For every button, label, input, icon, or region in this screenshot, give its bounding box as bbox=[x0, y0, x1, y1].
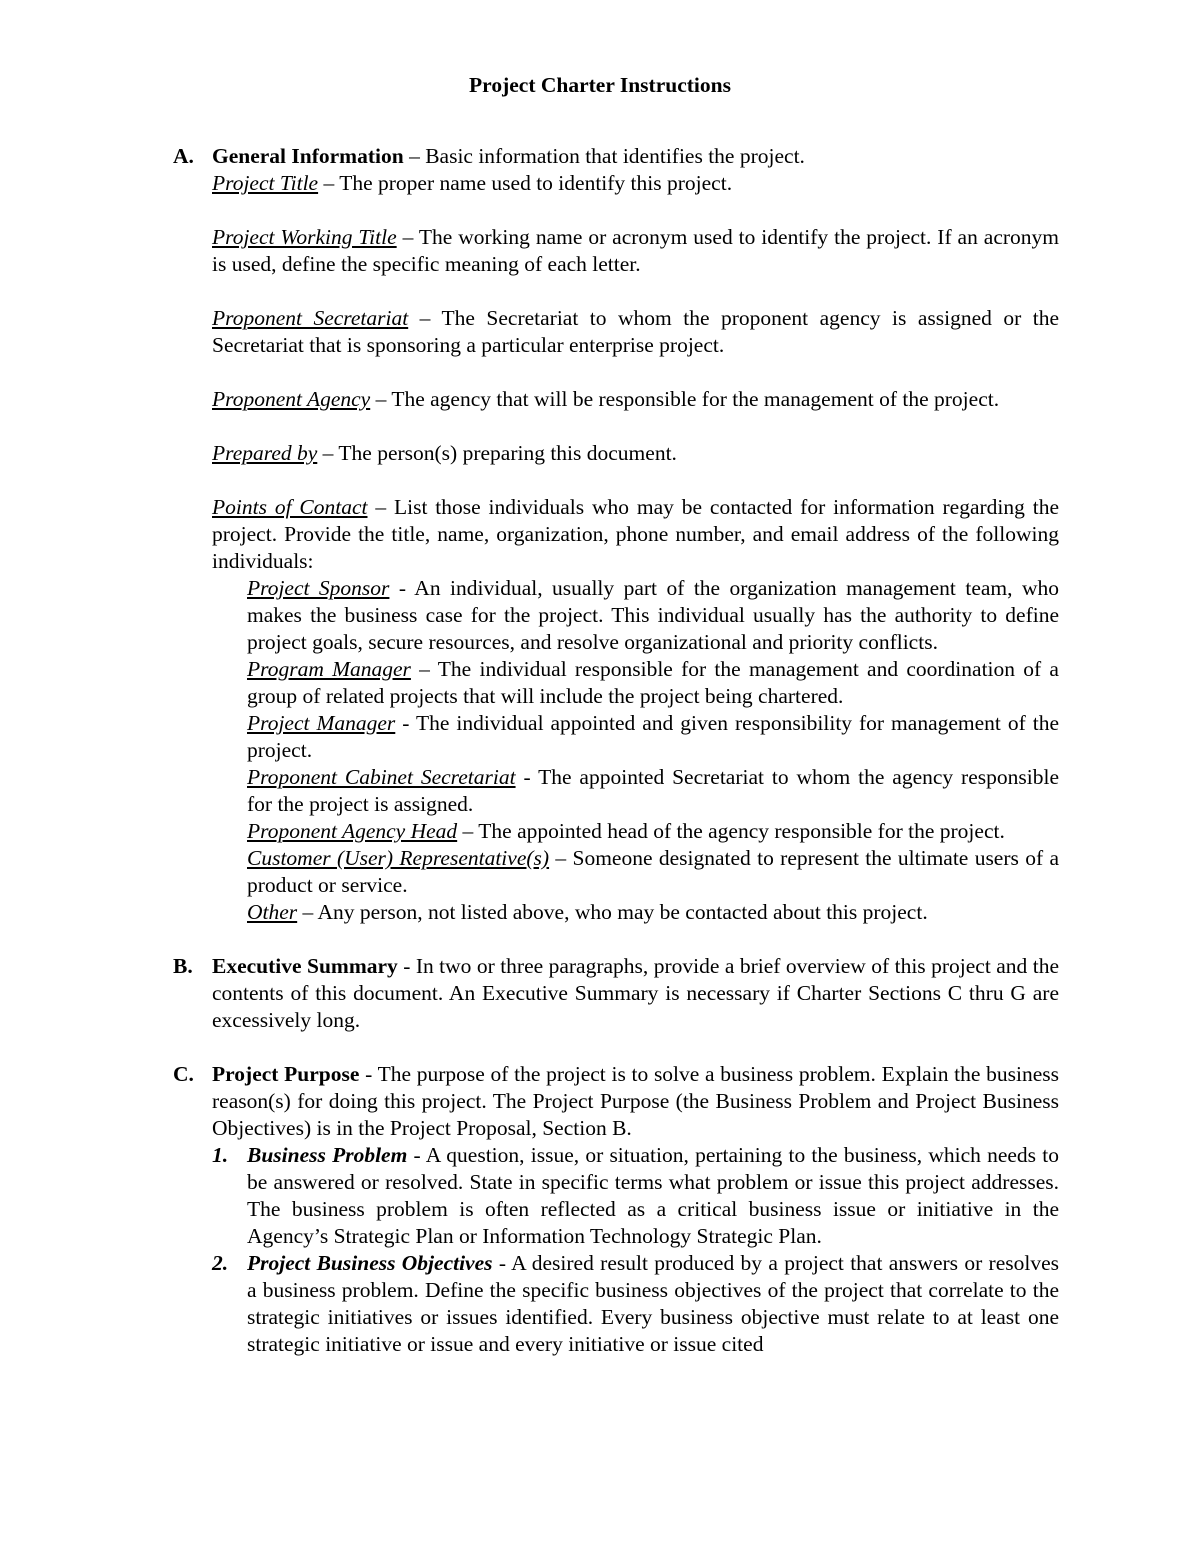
section-text: - The purpose of the project is to solve a business problem. Explain the business reason(s) for doing this project. The Project Purpose (the Business Problem and Project Business Objectives) is in the Project Proposal, Section B. bbox=[212, 1062, 1059, 1140]
section-paragraph bbox=[212, 953, 1059, 1034]
field-text: – The person(s) preparing this document. bbox=[317, 441, 677, 465]
contact-text: – Someone designated to represent the ultimate users of a product or service. bbox=[247, 846, 1059, 897]
list-item-project-business-objectives bbox=[212, 1250, 1059, 1358]
section-heading: Executive Summary bbox=[212, 954, 398, 978]
contact-term: Project Manager bbox=[247, 711, 396, 735]
contact-project-manager bbox=[247, 710, 1059, 764]
section-letter: C. bbox=[173, 1062, 194, 1086]
section-intro bbox=[212, 143, 1059, 170]
contact-text: – Any person, not listed above, who may be contacted about this project. bbox=[297, 900, 928, 924]
contact-term: Customer (User) Representative(s) bbox=[247, 846, 550, 870]
contact-term: Program Manager bbox=[247, 657, 411, 681]
field-term: Points of Contact bbox=[212, 495, 368, 519]
contact-proponent-cabinet-secretariat bbox=[247, 764, 1059, 818]
contact-text: - The individual appointed and given responsibility for management of the project. bbox=[247, 711, 1059, 762]
contact-proponent-agency-head bbox=[247, 818, 1059, 845]
section-letter: B. bbox=[173, 954, 193, 978]
list-term: Project Business Objectives bbox=[247, 1251, 493, 1275]
field-term: Proponent Secretariat bbox=[212, 306, 409, 330]
field-text: – The proper name used to identify this project. bbox=[318, 171, 733, 195]
contact-text: - The appointed Secretariat to whom the agency responsible for the project is assigned. bbox=[247, 765, 1059, 816]
field-text: – The working name or acronym used to identify the project. If an acronym is used, define the specific meaning of each letter. bbox=[212, 225, 1059, 276]
section-executive-summary bbox=[173, 953, 1059, 1034]
list-number: 1. bbox=[212, 1143, 229, 1167]
contact-term: Other bbox=[247, 900, 298, 924]
contact-term: Proponent Agency Head bbox=[247, 819, 458, 843]
field-prepared-by bbox=[212, 440, 1059, 467]
list-term: Business Problem bbox=[247, 1143, 408, 1167]
field-project-working-title bbox=[212, 224, 1059, 278]
section-heading: Project Purpose bbox=[212, 1062, 360, 1086]
list-item-business-problem bbox=[212, 1142, 1059, 1250]
field-term: Proponent Agency bbox=[212, 387, 371, 411]
contact-list bbox=[212, 575, 1059, 926]
list-text: - A desired result produced by a project that answers or resolves a business problem. Define the specific business objectives of the project that correlate to the strategic initiatives or issues identified. Every business objective must relate to at least one strategic initiative or issue and every initiative or issue cited bbox=[247, 1251, 1059, 1356]
document-body bbox=[173, 143, 1059, 1385]
section-heading: General Information bbox=[212, 144, 404, 168]
contact-program-manager bbox=[247, 656, 1059, 710]
field-proponent-secretariat bbox=[212, 305, 1059, 359]
section-intro-text: – Basic information that identifies the project. bbox=[403, 144, 805, 168]
field-text: – The Secretariat to whom the proponent agency is assigned or the Secretariat that is sponsoring a particular enterprise project. bbox=[212, 306, 1059, 357]
contact-term: Proponent Cabinet Secretariat bbox=[247, 765, 516, 789]
field-proponent-agency bbox=[212, 386, 1059, 413]
field-project-title bbox=[212, 170, 1059, 197]
field-term: Prepared by bbox=[212, 441, 318, 465]
field-points-of-contact bbox=[212, 494, 1059, 575]
field-term: Project Working Title bbox=[212, 225, 397, 249]
contact-text: - An individual, usually part of the organization management team, who makes the business case for the project. This individual usually has the authority to define project goals, secure resources, and resolve organizational and priority conflicts. bbox=[247, 576, 1059, 654]
contact-other bbox=[247, 899, 1059, 926]
list-text: - A question, issue, or situation, pertaining to the business, which needs to be answered or resolved. State in specific terms what problem or issue this project addresses. The business problem is often reflected as a critical business issue or initiative in the Agency’s Strategic Plan or Information Technology Strategic Plan. bbox=[247, 1143, 1059, 1248]
purpose-list bbox=[212, 1142, 1059, 1358]
field-term: Project Title bbox=[212, 171, 319, 195]
section-general-information bbox=[173, 143, 1059, 926]
contact-text: – The individual responsible for the management and coordination of a group of related projects that will include the project being chartered. bbox=[247, 657, 1059, 708]
section-paragraph bbox=[212, 1061, 1059, 1142]
section-letter: A. bbox=[173, 144, 194, 168]
field-text: – List those individuals who may be contacted for information regarding the project. Provide the title, name, organization, phone number, and email address of the following individuals: bbox=[212, 495, 1060, 573]
section-project-purpose bbox=[173, 1061, 1059, 1358]
contact-text: – The appointed head of the agency responsible for the project. bbox=[457, 819, 1005, 843]
contact-project-sponsor bbox=[247, 575, 1059, 656]
field-text: – The agency that will be responsible for the management of the project. bbox=[370, 387, 1000, 411]
contact-term: Project Sponsor bbox=[247, 576, 390, 600]
section-text: - In two or three paragraphs, provide a brief overview of this project and the contents of this document. An Executive Summary is necessary if Charter Sections C thru G are excessively long. bbox=[212, 954, 1059, 1032]
document-title: Project Charter Instructions bbox=[469, 73, 731, 97]
list-number: 2. bbox=[212, 1251, 229, 1275]
contact-customer-representative bbox=[247, 845, 1059, 899]
